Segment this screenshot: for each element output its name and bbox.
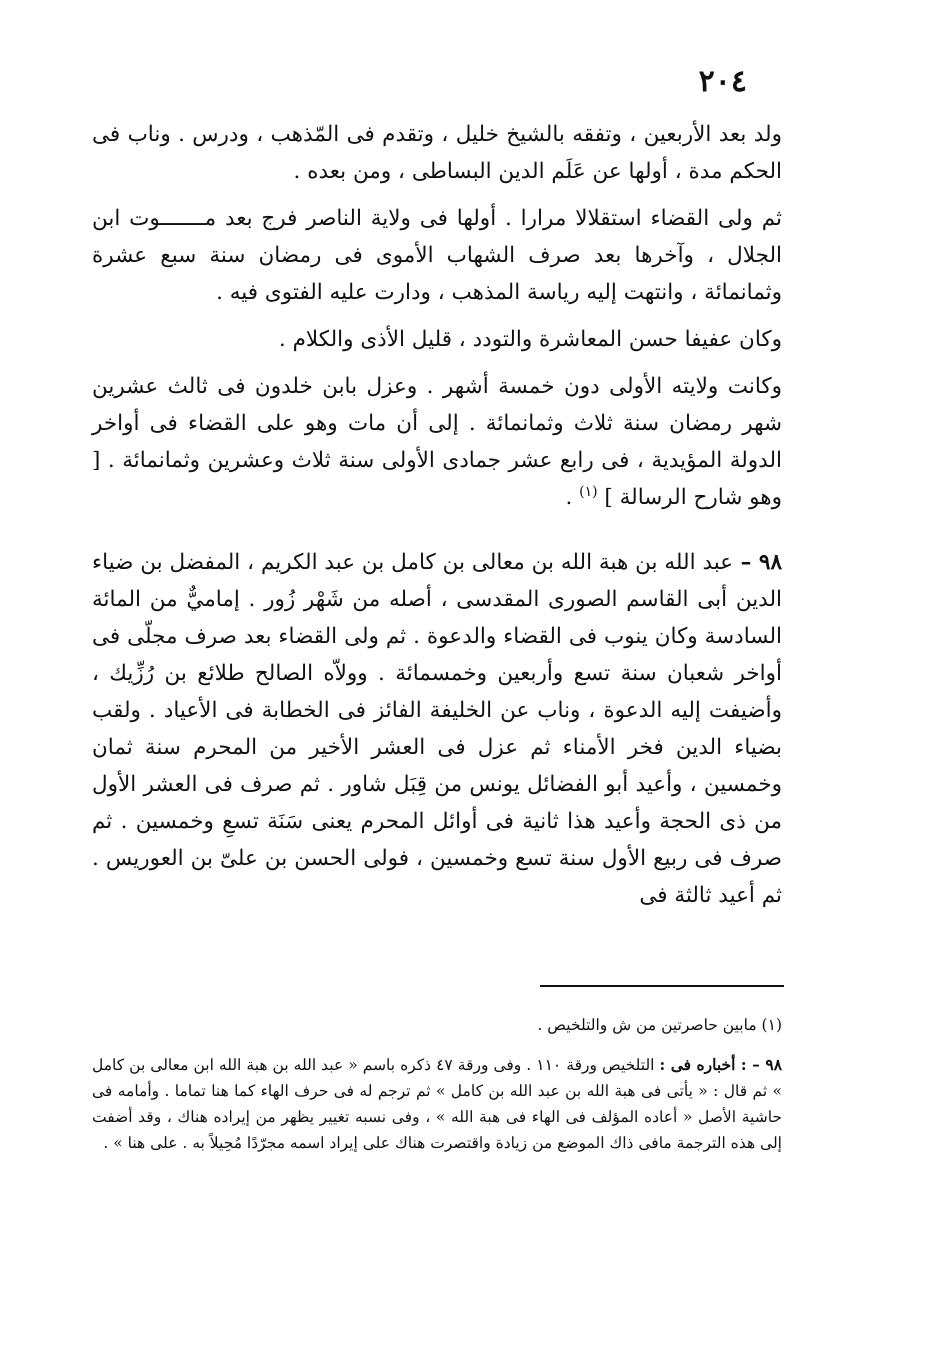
- paragraph-4: [92, 368, 782, 516]
- footnote-1: (١) مابين حاصرتين من ش والتلخيص .: [537, 1016, 782, 1034]
- main-text: [92, 116, 782, 914]
- page-number: ٢٠٤: [698, 64, 747, 99]
- entry-number: ٩٨ –: [733, 550, 782, 575]
- footnote-reference-1[interactable]: (١): [579, 483, 598, 500]
- entry-98: [92, 544, 782, 914]
- paragraph-4-end: .: [565, 485, 580, 510]
- paragraph-2: ثم ولى القضاء استقلالا مرارا . أولها فى ولاية الناصر فرج بعد مـــــــوت ابن الجلال ، وآخرها بعد صرف الشهاب الأموى فى رمضان سنة سبع عشرة وثمانمائة ، وانتهت إليه رياسة المذهب ، ودارت عليه الفتوى فيه .: [92, 206, 782, 305]
- footnote-separator: [540, 985, 784, 987]
- entry-98-text: عبد الله بن هبة الله بن معالى بن كامل بن عبد الكريم ، المفضل بن ضياء الدين أبى القاسم الصورى المقدسى ، أصله من شَهْر زُور . إماميٌّ من المائة السادسة وكان ينوب فى القضاء والدعوة . ثم ولى القضاء بعد صرف مجلّى فى أواخر شعبان سنة تسع وأربعين وخمسمائة . وولاّه الصالح طلائع بن رُزِّيك ، وأضيفت إليه الدعوة ، وناب عن الخليفة الفائز فى الخطابة فى الأعياد . ولقب بضياء الدين فخر الأمناء ثم عزل فى العشر الأخير من المحرم سنة ثمان وخمسين ، وأعيد أبو الفضائل يونس من قِبَل شاور . ثم صرف فى العشر الأول من ذى الحجة وأعيد هذا ثانية فى أوائل المحرم يعنى سَنَة تسعِ وخمسين . ثم صرف فى ربيع الأول سنة تسع وخمسين ، فولى الحسن بن علىّ بن العوريس . ثم أعيد ثالثة فى: [92, 550, 782, 908]
- footnotes: [92, 1012, 782, 1156]
- footnote-98: [92, 1052, 782, 1156]
- footnote-98-label: ٩٨ – : أخباره فى :: [659, 1055, 783, 1074]
- footnote-98-text: التلخيص ورقة ١١٠ . وفى ورقة ٤٧ ذكره باسم « عبد الله بن هبة الله ابن معالى بن كامل » ثم قال : « يأتى فى هبة الله بن عبد الله بن كامل » ثم ترجم له فى حرف الهاء كما هنا تماما . وأمامه فى حاشية الأصل « أعاده المؤلف فى الهاء فى هبة الله » ، وفى نسبه تغيير يظهر من إيراده هناك ، وقد أضفت إلى هذه الترجمة مافى ذاك الموضع من زيادة واقتصرت هناك على إيراد اسمه مجرّدًا مُحِيلاً به . على هنا » .: [92, 1056, 782, 1152]
- paragraph-1: ولد بعد الأربعين ، وتفقه بالشيخ خليل ، وتقدم فى المّذهب ، ودرس . وناب فى الحكم مدة ، أولها عن عَلَم الدين البساطى ، ومن بعده .: [92, 122, 782, 184]
- paragraph-3: وكان عفيفا حسن المعاشرة والتودد ، قليل الأذى والكلام .: [278, 327, 782, 352]
- paragraph-4-text: وكانت ولايته الأولى دون خمسة أشهر . وعزل بابن خلدون فى ثالث عشرين شهر رمضان سنة ثلاث وثمانمائة . إلى أن مات وهو على القضاء فى أواخر الدولة المؤيدية ، فى رابع عشر جمادى الأولى سنة ثلاث وعشرين وثمانمائة . [ وهو شارح الرسالة ]: [92, 374, 782, 510]
